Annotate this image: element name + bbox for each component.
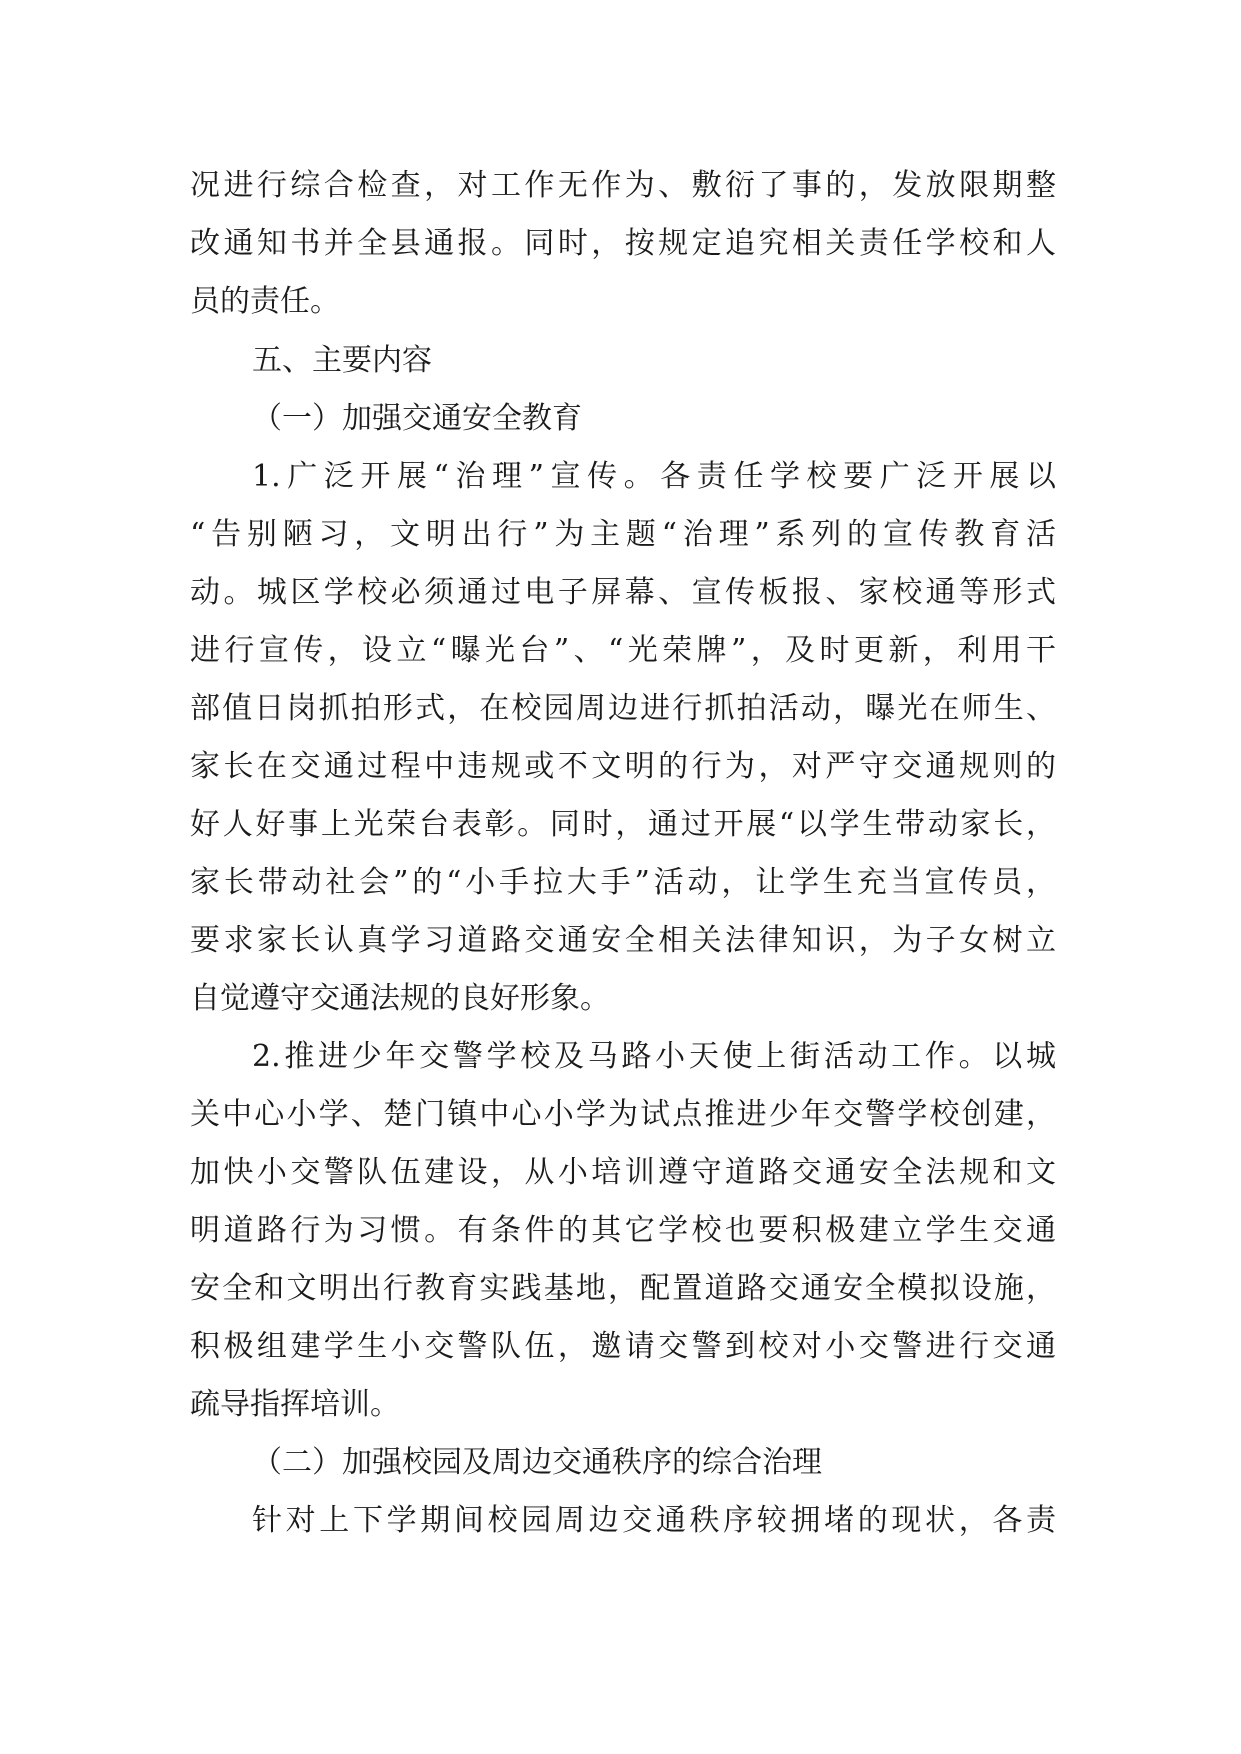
section-heading: 五、主要内容: [252, 343, 432, 378]
text-line: 2.推进少年交警学校及马路小天使上街活动工作。以城: [252, 1039, 1056, 1074]
text-line: 关中心小学、楚门镇中心小学为试点推进少年交警学校创建，: [190, 1097, 1056, 1132]
text-line: 要求家长认真学习道路交通安全相关法律知识，为子女树立: [190, 923, 1056, 958]
text-line: 安全和文明出行教育实践基地，配置道路交通安全模拟设施，: [190, 1271, 1056, 1306]
text-line: 况进行综合检查，对工作无作为、敷衍了事的，发放限期整: [190, 168, 1056, 203]
text-line: 针对上下学期间校园周边交通秩序较拥堵的现状，各责: [252, 1503, 1056, 1538]
subsection-heading: （二）加强校园及周边交通秩序的综合治理: [252, 1445, 822, 1480]
text-line: 疏导指挥培训。: [190, 1387, 400, 1422]
text-line: 改通知书并全县通报。同时，按规定追究相关责任学校和人: [190, 226, 1056, 261]
text-line: 积极组建学生小交警队伍，邀请交警到校对小交警进行交通: [190, 1329, 1056, 1364]
text-line: 明道路行为习惯。有条件的其它学校也要积极建立学生交通: [190, 1213, 1056, 1248]
text-line: 加快小交警队伍建设，从小培训遵守道路交通安全法规和文: [190, 1155, 1056, 1190]
text-line: 家长在交通过程中违规或不文明的行为，对严守交通规则的: [190, 749, 1056, 784]
subsection-heading: （一）加强交通安全教育: [252, 401, 582, 436]
text-line: 员的责任。: [190, 284, 340, 319]
text-line: 1.广泛开展“治理”宣传。各责任学校要广泛开展以: [252, 459, 1056, 494]
text-line: 好人好事上光荣台表彰。同时，通过开展“以学生带动家长，: [190, 807, 1056, 842]
text-line: 家长带动社会”的“小手拉大手”活动，让学生充当宣传员，: [190, 865, 1056, 900]
text-line: “告别陋习，文明出行”为主题“治理”系列的宣传教育活: [190, 517, 1056, 552]
text-line: 进行宣传，设立“曝光台”、“光荣牌”，及时更新，利用干: [190, 633, 1056, 668]
text-line: 动。城区学校必须通过电子屏幕、宣传板报、家校通等形式: [190, 575, 1056, 610]
text-line: 部值日岗抓拍形式，在校园周边进行抓拍活动，曝光在师生、: [190, 691, 1056, 726]
text-line: 自觉遵守交通法规的良好形象。: [190, 981, 610, 1016]
